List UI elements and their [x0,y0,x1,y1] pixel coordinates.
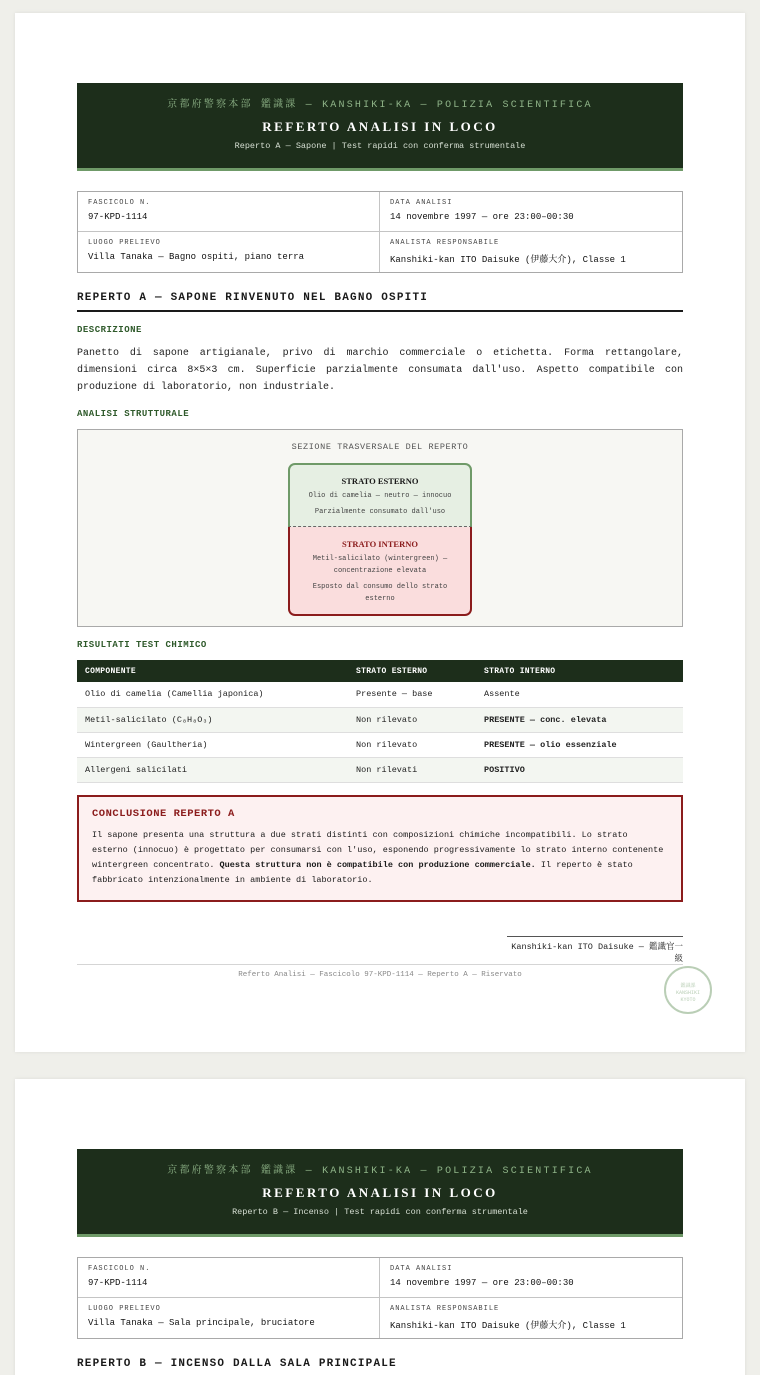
table-cell: Allergeni salicilati [77,757,348,782]
cross-section-diagram [77,429,683,627]
meta-label: ANALISTA RESPONSABILE [390,239,500,247]
conclusion-box [77,795,683,902]
stamp-text: KANSHIKI [675,990,700,996]
descrizione-heading: DESCRIZIONE [77,325,142,335]
meta-value: Villa Tanaka — Sala principale, bruciatore [88,1318,315,1328]
table-row [77,682,683,707]
table-cell: POSITIVO [476,757,683,782]
meta-label: DATA ANALISI [390,1265,453,1273]
report-header [77,1149,683,1237]
meta-label: FASCICOLO N. [88,1265,151,1273]
header-org: 京都府警察本部 鑑識課 — KANSHIKI-KA — POLIZIA SCIENTIFICA [167,1166,593,1177]
table-cell: Wintergreen (Gaultheria) [77,732,348,757]
col-header: STRATO INTERNO [476,660,683,682]
table-cell: Metil-salicilato (C₈H₈O₃) [77,707,348,732]
meta-value: Villa Tanaka — Bagno ospiti, piano terra [88,252,305,262]
inner-layer-title: STRATO INTERNO [342,539,418,549]
table-row [77,707,683,732]
table-row [77,732,683,757]
meta-data [380,192,682,232]
col-header: COMPONENTE [77,660,348,682]
section-title: REPERTO A — SAPONE RINVENUTO NEL BAGNO OSPITI [77,292,683,312]
section-title: REPERTO B — INCENSO DALLA SALA PRINCIPALE [77,1358,683,1375]
table-cell: Non rilevato [348,707,476,732]
report-header [77,83,683,171]
report-a-content [77,83,683,902]
diagram-title: SEZIONE TRASVERSALE DEL REPERTO [291,442,469,452]
table-cell: Olio di camelia (Camellia japonica) [77,682,348,707]
report-page-b [15,1079,745,1375]
report-b-content [77,1149,683,1375]
stamp-text: KYOTO [680,997,696,1003]
risultati-heading: RISULTATI TEST CHIMICO [77,640,207,650]
table-cell: Assente [476,682,683,707]
header-subtitle: Reperto B — Incenso | Test rapidi con conferma strumentale [232,1207,528,1217]
meta-value: 14 novembre 1997 — ore 23:00–00:30 [390,1278,574,1288]
header-subtitle: Reperto A — Sapone | Test rapidi con conferma strumentale [234,141,526,151]
report-page-a [15,13,745,1052]
conclusion-text-bold: Questa struttura non è compatibile con produzione commerciale. [219,859,536,870]
report-a-footer-area [77,936,683,1006]
outer-layer-line: Parzialmente consumato dall'uso [314,508,446,516]
meta-label: ANALISTA RESPONSABILE [390,1305,500,1313]
table-row [77,757,683,782]
stamp-text: 鑑識課 [680,983,696,989]
conclusion-title: CONCLUSIONE REPERTO A [92,807,235,820]
meta-value: Kanshiki-kan ITO Daisuke (伊藤大介), Classe 1 [390,1321,626,1331]
conclusion-text-part: Il sapone presenta una struttura a due strati distinti con composizioni chimiche incompatibili. Lo strato esterno (innocuo) è progettato per consumarsi con l'uso, esponendo progressivamente lo strato interno contenente wintergreen concentrato. [92,829,664,870]
analisi-heading: ANALISI STRUTTURALE [77,409,190,419]
meta-grid [77,191,683,273]
conclusion-text-part: Il reperto è stato fabbricato intenzionalmente in ambiente di laboratorio. [92,859,633,885]
meta-value: 97-KPD-1114 [88,1278,148,1288]
table-cell: PRESENTE — conc. elevata [476,707,683,732]
inner-layer-line: Metil-salicilato (wintergreen) — concentrazione elevata [312,555,448,575]
inner-layer [288,527,472,616]
meta-value: 97-KPD-1114 [88,212,148,222]
meta-label: LUOGO PRELIEVO [88,239,161,247]
meta-luogo [78,232,380,272]
outer-layer-line: Olio di camelia — neutro — innocuo [308,492,452,500]
seal-stamp [664,966,712,1014]
results-table [77,660,683,783]
table-cell: PRESENTE — olio essenziale [476,732,683,757]
table-cell: Presente — base [348,682,476,707]
col-header: STRATO ESTERNO [348,660,476,682]
header-title: REFERTO ANALISI IN LOCO [262,119,498,134]
signature: Kanshiki-kan ITO Daisuke — 鑑識官一級 [507,936,683,964]
table-cell: Non rilevati [348,757,476,782]
header-title: REFERTO ANALISI IN LOCO [262,1185,498,1200]
meta-data [380,1258,682,1298]
meta-grid [77,1257,683,1339]
meta-label: FASCICOLO N. [88,199,151,207]
meta-label: LUOGO PRELIEVO [88,1305,161,1313]
meta-fascicolo [78,1258,380,1298]
outer-layer [288,463,472,527]
header-org: 京都府警察本部 鑑識課 — KANSHIKI-KA — POLIZIA SCIENTIFICA [167,100,593,111]
table-header-row [77,660,683,682]
meta-luogo [78,1298,380,1338]
page-footer: Referto Analisi — Fascicolo 97-KPD-1114 — Reperto A — Riservato [77,964,683,979]
conclusion-text [92,828,668,888]
table-cell: Non rilevato [348,732,476,757]
meta-value: Kanshiki-kan ITO Daisuke (伊藤大介), Classe 1 [390,255,626,265]
meta-analista [380,1298,682,1338]
meta-fascicolo [78,192,380,232]
meta-analista [380,232,682,272]
meta-value: 14 novembre 1997 — ore 23:00–00:30 [390,212,574,222]
descrizione-text: Panetto di sapone artigianale, privo di marchio commerciale o etichetta. Forma rettangolare, dimensioni circa 8×5×3 cm. Superficie parzialmente consumata dall'uso. Aspetto compatibile con produzione di laboratorio, non industriale. [77,348,683,393]
outer-layer-title: STRATO ESTERNO [341,476,419,486]
meta-label: DATA ANALISI [390,199,453,207]
inner-layer-line: Esposto dal consumo dello strato esterno [312,583,448,603]
